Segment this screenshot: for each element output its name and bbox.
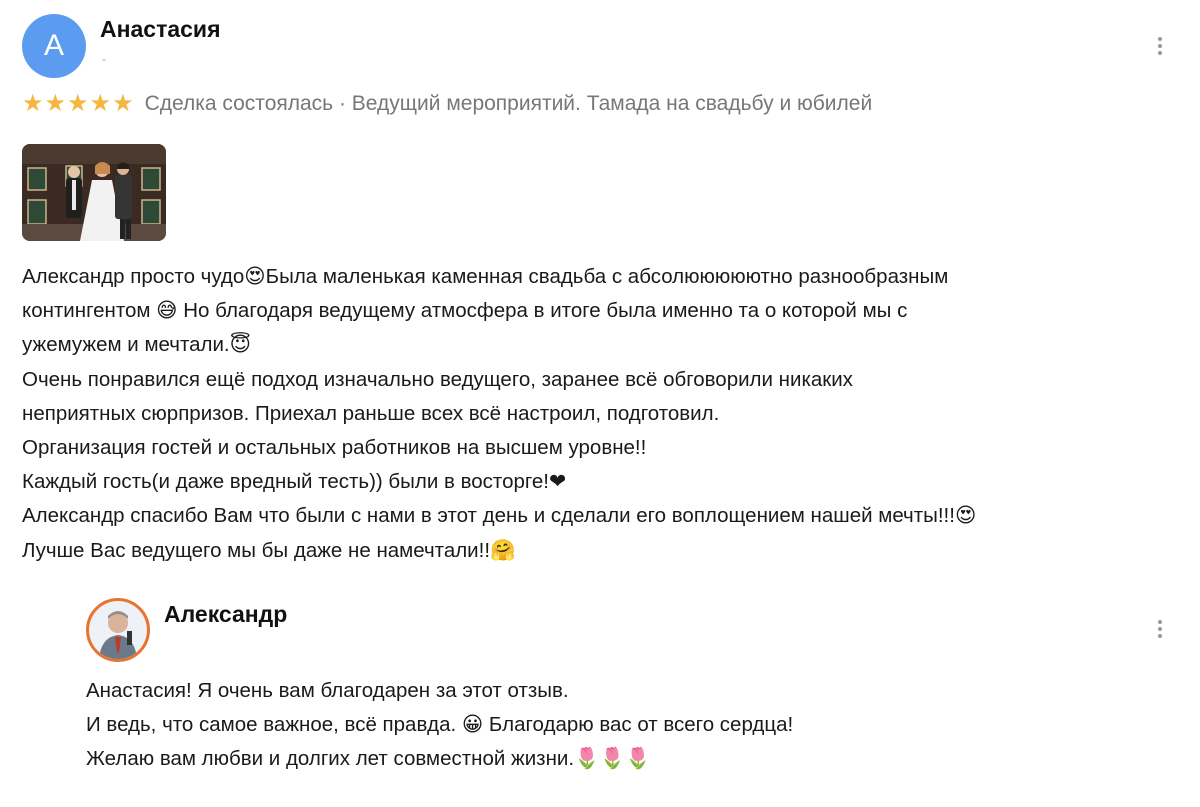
star-icon: ★ [89,90,112,117]
review-text-line: Лучше Вас ведущего мы бы даже не намечтали!!🤗 [22,538,516,562]
review-text-line: неприятных сюрпризов. Приехал раньше всех всё настроил, подготовил. [22,401,720,425]
reply-author-name[interactable]: Александр [164,601,288,627]
review-text-line: ужемужем и мечтали.😇 [22,333,251,357]
review-text-line: Очень понравился ещё подход изначально ведущего, заранее всё обговорили никаких [22,367,853,391]
review-text-line: Каждый гость(и даже вредный тесть)) были в восторге!❤ [22,470,567,494]
reply-avatar-image [89,601,147,659]
reply-more-menu-icon[interactable] [1150,615,1170,643]
reply-author-avatar[interactable] [86,598,150,662]
avatar-letter: А [43,29,64,62]
star-icon: ★ [44,90,67,117]
review-text-line: контингентом 😅 Но благодаря ведущему атмосфера в итоге была именно та о которой мы с [22,299,908,323]
star-icon: ★ [112,90,134,117]
star-icon: ★ [22,90,44,117]
review-more-menu-icon[interactable] [1150,32,1170,60]
reply-body [86,674,1086,777]
author-subline: - [102,52,106,66]
review-text-line: Александр спасибо Вам что были с нами в этот день и сделали его воплощением нашей мечты!!!😍 [22,504,977,528]
author-avatar[interactable] [22,14,86,78]
review-author-name[interactable]: Анастасия [100,16,221,42]
star-rating [22,92,135,116]
review-body [22,260,1182,568]
review-text-line: Александр просто чудо😍Была маленькая каменная свадьба с абсолююююютно разнообразным [22,265,949,288]
reply-text-line: Анастасия! Я очень вам благодарен за этот отзыв. [86,679,569,702]
star-icon: ★ [67,90,89,117]
review-text-line: Организация гостей и остальных работников на высшем уровне!! [22,436,647,460]
wedding-photo-image [22,144,166,241]
rating-row [22,92,872,116]
reply-text-line: Желаю вам любви и долгих лет совместной жизни.🌷🌷🌷 [86,747,651,771]
review-photo[interactable] [22,144,166,241]
review-meta: Сделка состоялась · Ведущий мероприятий. Тамада на свадьбу и юбилей [144,92,873,115]
reply-text-line: И ведь, что самое важное, всё правда. 😀 Благодарю вас от всего сердца! [86,713,794,737]
